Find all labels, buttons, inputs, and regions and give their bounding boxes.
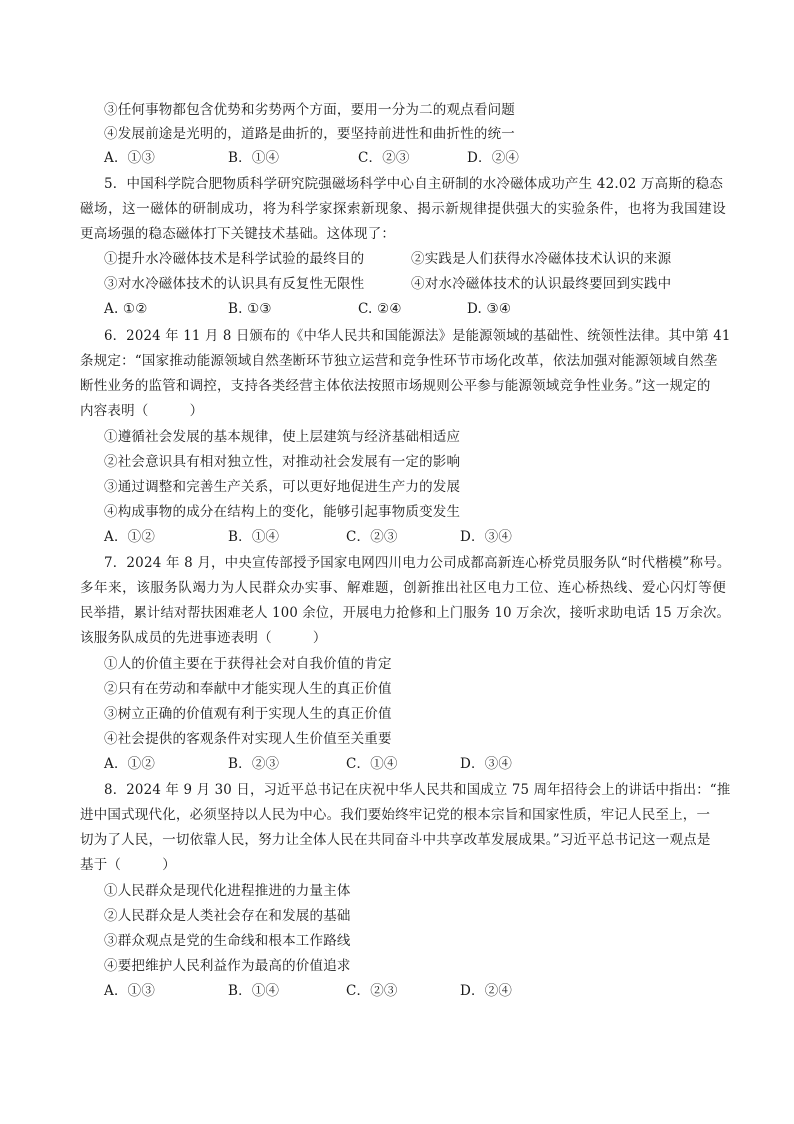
q8-stem-line-4: 基于（ ） <box>80 857 176 873</box>
q6-option-d: D．③④ <box>460 529 513 545</box>
q8-option-d: D．②④ <box>460 983 513 999</box>
q5-item-1: ①提升水冷磁体技术是科学试验的最终目的 <box>104 251 365 267</box>
q8-stem-line-2: 进中国式现代化，必须坚持以人民为中心。我们要始终牢记党的根本宗旨和国家性质，牢记人民至上，一 <box>80 807 711 823</box>
q8-option-c: C．②③ <box>346 983 398 999</box>
q6-option-c: C．②③ <box>346 529 398 545</box>
q8-item-2: ②人民群众是人类社会存在和发展的基础 <box>104 908 351 924</box>
q4-option-c: C．②③ <box>358 150 410 166</box>
q6-stem-line-1: 6．2024 年 11 月 8 日颁布的《中华人民共和国能源法》是能源领域的基础性、统领性法律。其中第 41 <box>104 328 731 344</box>
q4-option-b: B．①④ <box>228 150 280 166</box>
q5-option-b: B. ①③ <box>228 301 272 317</box>
q4-item-4: ④发展前途是光明的，道路是曲折的，要坚持前进性和曲折性的统一 <box>104 126 515 142</box>
q8-option-b: B．①④ <box>228 983 280 999</box>
q8-stem-line-1: 8．2024 年 9 月 30 日，习近平总书记在庆祝中华人民共和国成立 75 周年招待会上的讲话中指出：“推 <box>104 782 731 798</box>
q7-stem-line-4: 该服务队成员的先进事迹表明（ ） <box>80 630 327 646</box>
q8-stem-line-3: 切为了人民，一切依靠人民，努力让全体人民在共同奋斗中共享改革发展成果。”习近平总书记这一观点是 <box>80 832 711 848</box>
q6-item-4: ④构成事物的成分在结构上的变化，能够引起事物质变发生 <box>104 504 461 520</box>
q6-stem-line-3: 断性业务的监管和调控，支持各类经营主体依法按照市场规则公平参与能源领域竞争性业务。”这一规定的 <box>80 378 711 394</box>
q7-item-1: ①人的价值主要在于获得社会对自我价值的肯定 <box>104 656 392 672</box>
q6-item-3: ③通过调整和完善生产关系，可以更好地促进生产力的发展 <box>104 479 461 495</box>
q8-item-3: ③群众观点是党的生命线和根本工作路线 <box>104 933 351 949</box>
q7-option-a: A．①② <box>104 756 156 772</box>
q4-option-d: D．②④ <box>467 150 520 166</box>
q6-stem-line-2: 条规定：“国家推动能源领域自然垄断环节独立运营和竞争性环节市场化改革，依法加强对能源领域自然垄 <box>80 353 718 369</box>
q7-item-3: ③树立正确的价值观有利于实现人生的真正价值 <box>104 706 392 722</box>
q5-option-c: C. ②④ <box>358 301 402 317</box>
q4-item-3: ③任何事物都包含优势和劣势两个方面，要用一分为二的观点看问题 <box>104 102 515 118</box>
q7-item-4: ④社会提供的客观条件对实现人生价值至关重要 <box>104 731 392 747</box>
q7-option-b: B．②③ <box>228 756 280 772</box>
q6-item-2: ②社会意识具有相对独立性，对推动社会发展有一定的影响 <box>104 454 461 470</box>
q6-stem-line-4: 内容表明（ ） <box>80 403 204 419</box>
q5-option-a: A. ①② <box>104 301 148 317</box>
q6-item-1: ①遵循社会发展的基本规律，使上层建筑与经济基础相适应 <box>104 429 461 445</box>
q5-option-d: D. ③④ <box>467 301 512 317</box>
q5-stem-line-2: 磁场，这一磁体的研制成功，将为科学家探索新现象、揭示新规律提供强大的实验条件，也将为我国建设 <box>80 201 727 217</box>
q4-option-a: A．①③ <box>104 150 156 166</box>
q5-stem-line-1: 5．中国科学院合肥物质科学研究院强磁场科学中心自主研制的水冷磁体成功产生 42.02 万高斯的稳态 <box>104 176 724 192</box>
q6-option-b: B．①④ <box>228 529 280 545</box>
q7-stem-line-3: 民举措，累计结对帮扶困难老人 100 余位，开展电力抢修和上门服务 10 万余次，接听求助电话 15 万余次。 <box>80 605 730 621</box>
q7-option-d: D．③④ <box>460 756 513 772</box>
q7-item-2: ②只有在劳动和奉献中才能实现人生的真正价值 <box>104 681 392 697</box>
q5-stem-line-3: 更高场强的稳态磁体打下关键技术基础。这体现了： <box>80 226 396 242</box>
q8-option-a: A．①③ <box>104 983 156 999</box>
q8-item-1: ①人民群众是现代化进程推进的力量主体 <box>104 883 351 899</box>
q7-option-c: C．①④ <box>346 756 398 772</box>
q5-item-4: ④对水冷磁体技术的认识最终要回到实践中 <box>411 276 672 292</box>
q7-stem-line-1: 7．2024 年 8 月，中央宣传部授予国家电网四川电力公司成都高新连心桥党员服务队“时代楷模”称号。 <box>104 555 731 571</box>
q6-option-a: A．①② <box>104 529 156 545</box>
q5-item-3: ③对水冷磁体技术的认识具有反复性无限性 <box>104 276 365 292</box>
q8-item-4: ④要把维护人民利益作为最高的价值追求 <box>104 958 351 974</box>
q5-item-2: ②实践是人们获得水冷磁体技术认识的来源 <box>411 251 672 267</box>
q7-stem-line-2: 多年来，该服务队竭力为人民群众办实事、解难题，创新推出社区电力工位、连心桥热线、爱心闪灯等便 <box>80 580 727 596</box>
